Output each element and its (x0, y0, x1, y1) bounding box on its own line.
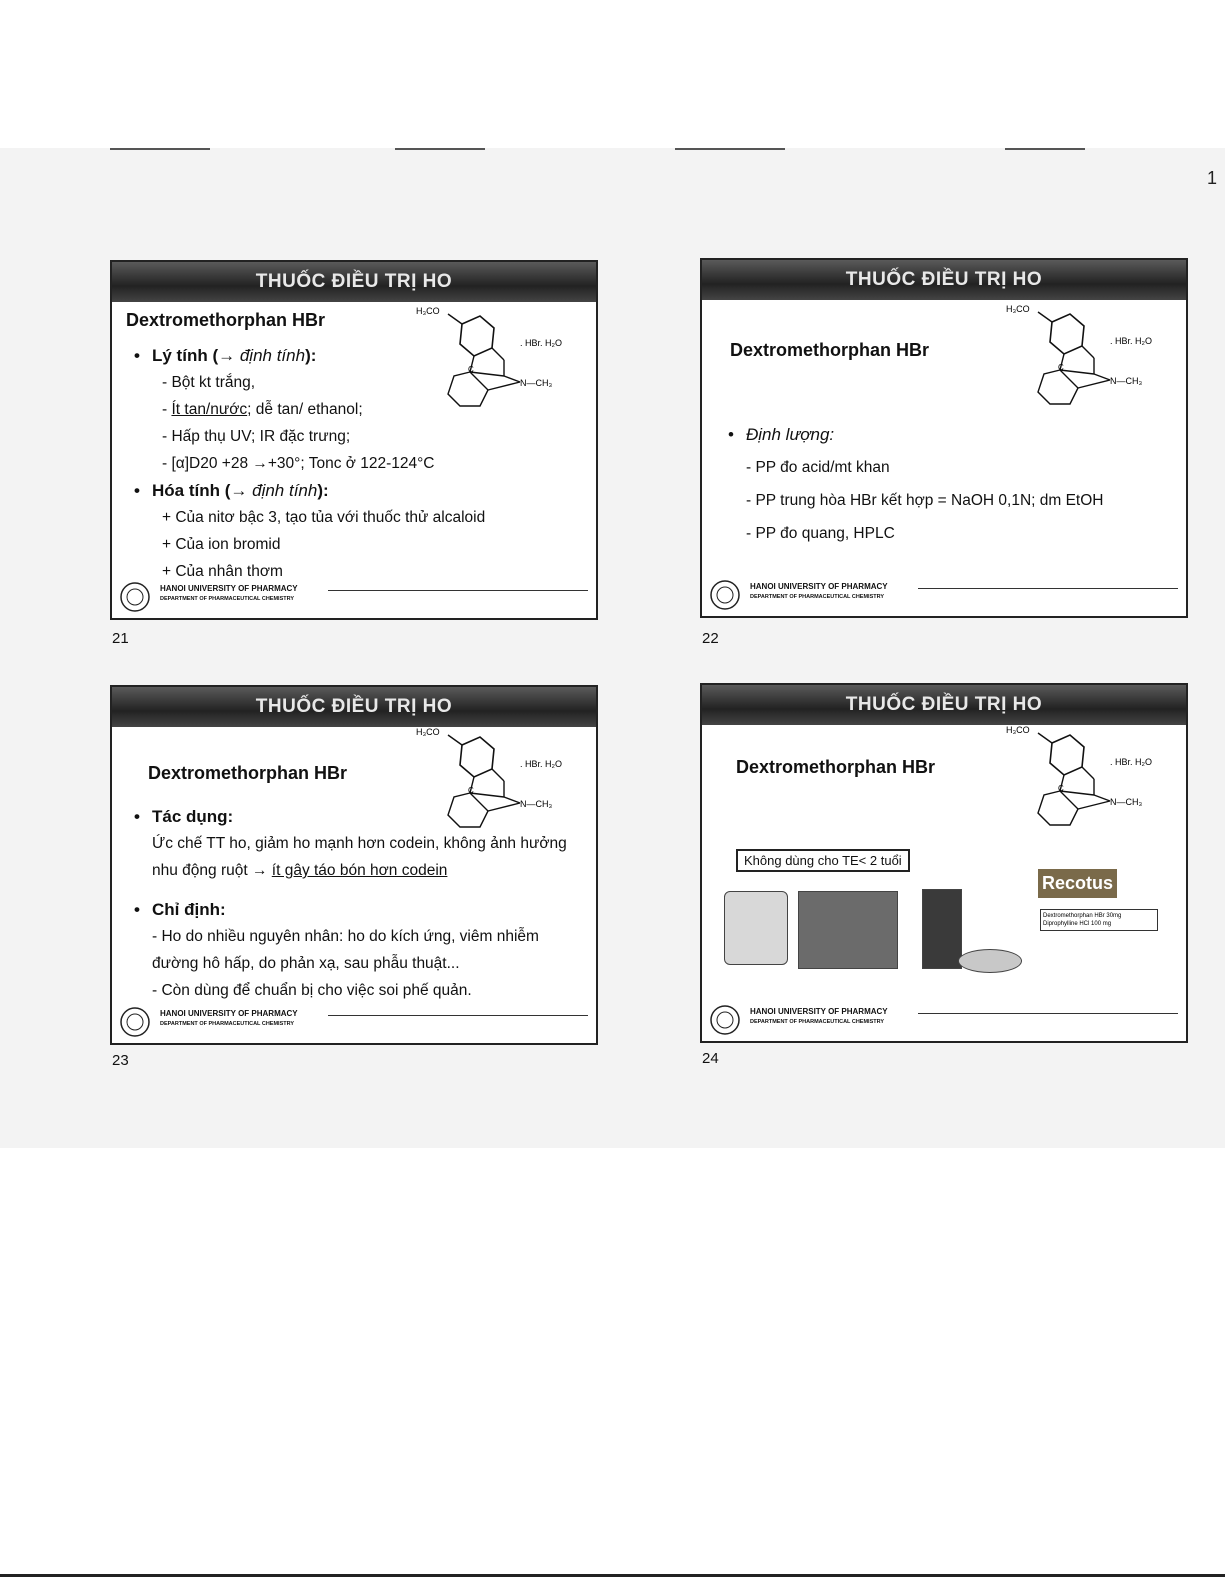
slide-22-body (728, 418, 1178, 550)
scan-line (675, 148, 785, 150)
drug-title: Dextromethorphan HBr (148, 763, 348, 783)
salt-label: . HBr. H₂O (520, 338, 562, 348)
slide-number: 21 (112, 630, 129, 647)
footer-university: HANOI UNIVERSITY OF PHARMACY (160, 584, 298, 593)
slide-number: 24 (702, 1050, 719, 1067)
product-box-image (798, 891, 898, 969)
n-methyl-label: N—CH₃ (520, 799, 553, 809)
footer-rule (918, 1013, 1178, 1014)
drug-title: Dextromethorphan HBr (736, 757, 936, 777)
footer-rule (328, 590, 588, 591)
slide-24 (700, 683, 1188, 1043)
slide-footer (708, 1003, 1182, 1037)
n-methyl-label: N—CH₃ (1110, 376, 1143, 386)
paragraph: Ức chế TT ho, giảm ho mạnh hơn codein, không ảnh hưởng nhu động ruột → ít gây táo bón hơn codein (152, 835, 567, 879)
slide-footer (118, 1005, 592, 1039)
molecule-structure (1002, 300, 1177, 410)
methoxy-label: H₃CO (416, 306, 440, 316)
methoxy-label: H₃CO (1006, 725, 1030, 735)
slide-22 (700, 258, 1188, 618)
list-item: - Ho do nhiều nguyên nhân: ho do kích ứng, viêm nhiễm đường hô hấp, do phản xạ, sau phẫu thuật... (152, 928, 539, 972)
list-item: + Của ion bromid (162, 536, 281, 553)
bullet-chi-dinh: • Chỉ định: (134, 900, 226, 919)
slide-footer (708, 578, 1182, 612)
scan-bottom-edge (0, 1574, 1225, 1577)
list-item: - [α]D20 +28 →+30°; Tonc ở 122-124°C (162, 455, 435, 472)
slide-footer (118, 580, 592, 614)
footer-rule (328, 1015, 588, 1016)
product-syrup-image (922, 889, 962, 969)
recotus-label (1040, 909, 1158, 931)
drug-title: Dextromethorphan HBr (730, 340, 930, 360)
recotus-label-line: Diprophylline HCl 100 mg (1043, 921, 1112, 927)
scan-line (110, 148, 210, 150)
c-label: C (468, 365, 474, 374)
n-methyl-label: N—CH₃ (520, 378, 553, 388)
footer-department: DEPARTMENT OF PHARMACEUTICAL CHEMISTRY (160, 596, 295, 602)
scan-line (1005, 148, 1085, 150)
list-item: - PP đo acid/mt khan (746, 459, 890, 476)
footer-university: HANOI UNIVERSITY OF PHARMACY (750, 582, 888, 591)
salt-label: . HBr. H₂O (1110, 336, 1152, 346)
c-label: C (1058, 363, 1064, 372)
slide-number: 23 (112, 1052, 129, 1069)
university-logo-icon (708, 578, 742, 612)
warning-box: Không dùng cho TE< 2 tuổi (736, 849, 910, 872)
recotus-brand: Recotus (1038, 869, 1117, 898)
molecule-structure (1002, 721, 1177, 831)
product-bottle-image (724, 891, 788, 965)
list-item: + Của nhân thơm (162, 563, 283, 580)
list-item: - Ít tan/nước; dễ tan/ ethanol; (162, 401, 363, 418)
slide-header: THUỐC ĐIỀU TRỊ HO (112, 262, 596, 302)
list-item: - Còn dùng để chuẩn bị cho việc soi phế quản. (152, 982, 472, 999)
footer-department: DEPARTMENT OF PHARMACEUTICAL CHEMISTRY (750, 594, 885, 600)
bullet-tac-dung: • Tác dụng: (134, 807, 234, 826)
scan-line (395, 148, 485, 150)
list-item: - Bột kt trắng, (162, 374, 256, 391)
c-label: C (1058, 784, 1064, 793)
salt-label: . HBr. H₂O (1110, 757, 1152, 767)
slide-23 (110, 685, 598, 1045)
bullet-dinh-luong: • Định lượng: (728, 425, 835, 444)
list-item: + Của nitơ bậc 3, tạo tủa với thuốc thử alcaloid (162, 509, 486, 526)
slide-header: THUỐC ĐIỀU TRỊ HO (112, 687, 596, 727)
slide-header: THUỐC ĐIỀU TRỊ HO (702, 685, 1186, 725)
slide-23-body (134, 803, 574, 1004)
university-logo-icon (118, 580, 152, 614)
salt-label: . HBr. H₂O (520, 759, 562, 769)
list-item: - PP trung hòa HBr kết hợp = NaOH 0,1N; dm EtOH (746, 492, 1104, 509)
c-label: C (468, 786, 474, 795)
bullet-ly-tinh: • Lý tính (→ định tính): (134, 346, 317, 365)
list-item: - PP đo quang, HPLC (746, 525, 895, 542)
product-capsule-image (958, 949, 1022, 973)
footer-university: HANOI UNIVERSITY OF PHARMACY (160, 1009, 298, 1018)
slide-21-body (134, 342, 584, 585)
university-logo-icon (708, 1003, 742, 1037)
footer-university: HANOI UNIVERSITY OF PHARMACY (750, 1007, 888, 1016)
drug-title: Dextromethorphan HBr (126, 310, 326, 330)
slide-number: 22 (702, 630, 719, 647)
slide-21 (110, 260, 598, 620)
recotus-label-line: Dextromethorphan HBr 30mg (1043, 913, 1122, 919)
footer-department: DEPARTMENT OF PHARMACEUTICAL CHEMISTRY (750, 1019, 885, 1025)
page-number: 1 (1206, 168, 1217, 188)
university-logo-icon (118, 1005, 152, 1039)
footer-department: DEPARTMENT OF PHARMACEUTICAL CHEMISTRY (160, 1021, 295, 1027)
slide-header: THUỐC ĐIỀU TRỊ HO (702, 260, 1186, 300)
methoxy-label: H₃CO (1006, 304, 1030, 314)
methoxy-label: H₃CO (416, 727, 440, 737)
bullet-hoa-tinh: • Hóa tính (→ định tính): (134, 481, 329, 500)
list-item: - Hấp thụ UV; IR đặc trưng; (162, 428, 351, 445)
footer-rule (918, 588, 1178, 589)
n-methyl-label: N—CH₃ (1110, 797, 1143, 807)
